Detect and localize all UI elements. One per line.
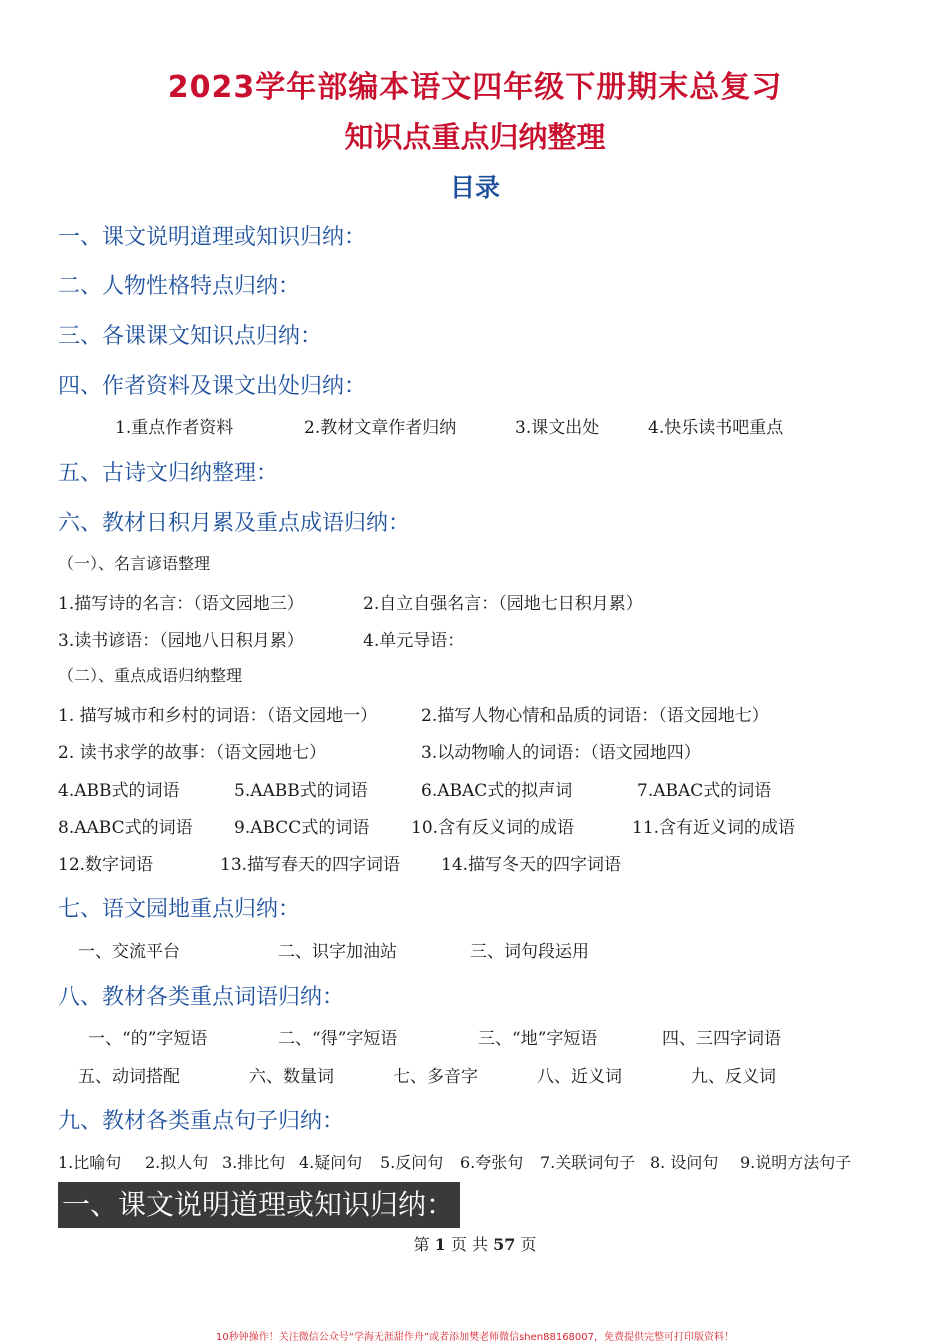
toc-heading: 目录 [449, 173, 500, 202]
s4-item: 2.教材文章作者归纳 [304, 418, 457, 438]
s8-item: 七、多音字 [393, 1067, 478, 1087]
s6-item: 5.AABB式的词语 [234, 781, 368, 801]
toc-section-2: 二、人物性格特点归纳： [58, 274, 301, 299]
s9-item: 4.疑问句 [299, 1153, 363, 1172]
s6-item: 4.单元导语： [363, 631, 465, 651]
page-total: 57 [493, 1235, 516, 1254]
s7-item: 二、识字加油站 [278, 942, 397, 962]
s6-item: 3.读书谚语：（园地八日积月累） [58, 631, 304, 651]
document-title: 2023学年部编本语文四年级下册期末总复习 [167, 70, 783, 105]
toc-section-5: 五、古诗文归纳整理： [58, 461, 279, 486]
s7-item: 一、交流平台 [78, 942, 180, 962]
s6-item: 6.ABAC式的拟声词 [421, 781, 573, 801]
toc-section-3: 三、各课课文知识点归纳： [58, 324, 323, 349]
toc-section-9: 九、教材各类重点句子归纳： [58, 1109, 345, 1134]
s8-item: 四、三四字词语 [662, 1029, 781, 1049]
s9-item: 7.关联词句子 [540, 1153, 636, 1172]
s9-item: 5.反问句 [380, 1153, 444, 1172]
toc-section-4: 四、作者资料及课文出处归纳： [58, 374, 367, 399]
s6-item: 7.ABAC式的词语 [637, 781, 772, 801]
s8-item: 六、数量词 [249, 1067, 334, 1087]
s6-item: 13.描写春天的四字词语 [220, 855, 401, 875]
s9-item: 3.排比句 [222, 1153, 286, 1172]
page-footer [0, 1232, 950, 1255]
s9-item: 2.拟人句 [145, 1153, 209, 1172]
promo-notice: 10秒钟操作！关注微信公众号“学海无涯甜作舟”或者添加樊老师微信shen88168007，免费提供完整可打印版资料！ [215, 1332, 735, 1343]
s6-item: 2. 读书求学的故事：（语文园地七） [58, 743, 327, 763]
s9-item: 9.说明方法句子 [740, 1153, 852, 1172]
s8-item: 八、近义词 [537, 1067, 622, 1087]
s7-item: 三、词句段运用 [470, 942, 589, 962]
s6-item: 8.AABC式的词语 [58, 818, 193, 838]
footer-suffix: 页 [520, 1235, 537, 1254]
s8-item: 二、“得”字短语 [278, 1029, 398, 1049]
s9-item: 6.夸张句 [460, 1153, 524, 1172]
document-subtitle: 知识点重点归纳整理 [344, 120, 606, 154]
s6-item: 10.含有反义词的成语 [411, 818, 575, 838]
s8-item: 五、动词搭配 [78, 1067, 180, 1087]
toc-section-6: 六、教材日积月累及重点成语归纳： [58, 511, 411, 536]
s6-subheading-1: （一）、名言谚语整理 [58, 554, 211, 573]
s4-item: 3.课文出处 [515, 418, 600, 438]
s8-item: 一、“的”字短语 [88, 1029, 208, 1049]
toc-section-1: 一、课文说明道理或知识归纳： [58, 225, 367, 250]
s6-item: 9.ABCC式的词语 [234, 818, 370, 838]
page-number: 1 [434, 1235, 446, 1254]
s6-item: 11.含有近义词的成语 [632, 818, 796, 838]
s8-item: 九、反义词 [691, 1067, 776, 1087]
s8-item: 三、“地”字短语 [478, 1029, 598, 1049]
footer-middle: 页 共 [450, 1235, 488, 1254]
toc-section-8: 八、教材各类重点词语归纳： [58, 985, 345, 1010]
s9-item: 1.比喻句 [58, 1153, 122, 1172]
s6-item: 4.ABB式的词语 [58, 781, 180, 801]
footer-prefix: 第 [413, 1235, 430, 1254]
s4-item: 1.重点作者资料 [115, 418, 234, 438]
s6-item: 12.数字词语 [58, 855, 154, 875]
s6-item: 2.描写人物心情和品质的词语：（语文园地七） [421, 706, 769, 726]
s6-item: 1.描写诗的名言：（语文园地三） [58, 594, 304, 614]
s6-item: 2.自立自强名言：（园地七日积月累） [363, 594, 643, 614]
s6-item: 14.描写冬天的四字词语 [441, 855, 622, 875]
section-banner: 一、课文说明道理或知识归纳： [58, 1182, 460, 1228]
toc-section-7: 七、语文园地重点归纳： [58, 897, 301, 922]
s6-subheading-2: （二）、重点成语归纳整理 [58, 666, 243, 685]
s4-item: 4.快乐读书吧重点 [648, 418, 784, 438]
s9-item: 8. 设问句 [650, 1153, 719, 1172]
s6-item: 1. 描写城市和乡村的词语：（语文园地一） [58, 706, 378, 726]
s6-item: 3.以动物喻人的词语：（语文园地四） [421, 743, 701, 763]
